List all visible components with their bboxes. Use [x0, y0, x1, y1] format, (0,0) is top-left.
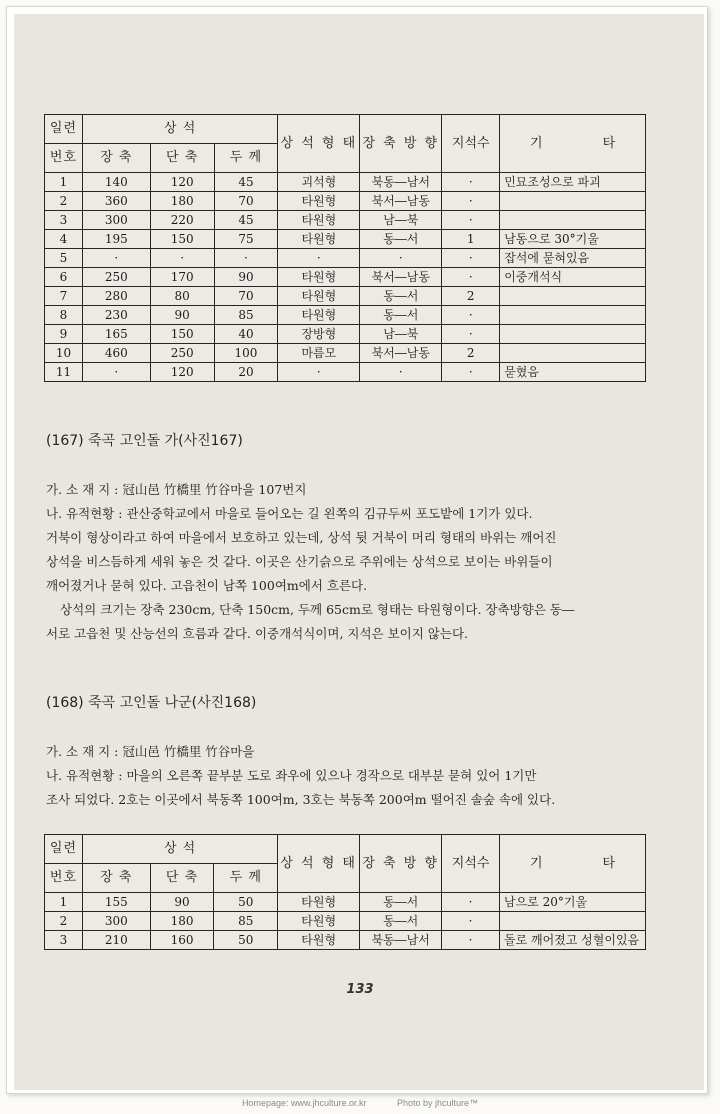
table-row: [45, 363, 646, 382]
cell-no: 11: [45, 363, 83, 382]
footer-photo-credit: Photo by jhculture™: [397, 1098, 479, 1108]
cell-supports: 1: [442, 230, 500, 249]
section-168-heading: (168) 죽곡 고인돌 나군(사진168): [46, 695, 257, 711]
page-number: 133: [346, 982, 374, 997]
cell-axis: 동―서: [360, 893, 442, 912]
cell-note: [500, 192, 646, 211]
cell-length: 300: [82, 211, 150, 230]
header-capstone: 상 석: [82, 835, 277, 864]
cell-width: ·: [150, 249, 214, 268]
cell-width: 80: [150, 287, 214, 306]
section-167-status-line: 깨어졌거나 묻혀 있다. 고읍천이 남쪽 100여m에서 흐른다.: [46, 578, 368, 593]
cell-thickness: ·: [214, 249, 278, 268]
header-shape: 상 석 형 태: [278, 115, 360, 173]
cell-shape: 마름모: [278, 344, 360, 363]
cell-axis: ·: [360, 363, 442, 382]
cell-thickness: 85: [214, 306, 278, 325]
cell-note: 돌로 깨어졌고 성혈이있음: [500, 931, 646, 950]
cell-thickness: 50: [214, 893, 278, 912]
cell-thickness: 70: [214, 192, 278, 211]
header-shape: 상 석 형 태: [278, 835, 360, 893]
header-serial-bottom: 번호: [45, 864, 83, 893]
header-other-char-1: 기: [529, 855, 543, 871]
cell-shape: 타원형: [278, 912, 360, 931]
cell-width: 250: [150, 344, 214, 363]
header-thickness: 두 께: [214, 864, 278, 893]
cell-supports: 2: [442, 344, 500, 363]
cell-axis: 동―서: [360, 230, 442, 249]
footer: [0, 1098, 720, 1108]
section-167-size-line: 서로 고읍천 및 산능선의 흐름과 같다. 이중개석식이며, 지석은 보이지 않는다.: [46, 626, 469, 641]
cell-no: 7: [45, 287, 83, 306]
table-row: [45, 344, 646, 363]
cell-shape: 타원형: [278, 306, 360, 325]
cell-axis: ·: [360, 249, 442, 268]
cell-thickness: 85: [214, 912, 278, 931]
cell-no: 9: [45, 325, 83, 344]
header-capstone: 상 석: [82, 115, 277, 144]
cell-no: 6: [45, 268, 83, 287]
header-supports: 지석수: [442, 115, 500, 173]
cell-width: 90: [150, 893, 214, 912]
table-row: [45, 249, 646, 268]
cell-axis: 북동―남서: [360, 931, 442, 950]
cell-supports: ·: [442, 211, 500, 230]
cell-shape: 타원형: [278, 211, 360, 230]
cell-length: ·: [82, 249, 150, 268]
cell-width: 120: [150, 173, 214, 192]
cell-shape: 타원형: [278, 268, 360, 287]
cell-length: 230: [82, 306, 150, 325]
cell-width: 150: [150, 230, 214, 249]
section-167-location: 가. 소 재 지 : 冠山邑 竹橋里 竹谷마을 107번지: [46, 482, 307, 497]
cell-axis: 북서―남동: [360, 192, 442, 211]
cell-width: 160: [150, 931, 214, 950]
cell-thickness: 50: [214, 931, 278, 950]
cell-supports: ·: [442, 192, 500, 211]
cell-shape: 장방형: [278, 325, 360, 344]
cell-length: 300: [82, 912, 150, 931]
cell-thickness: 90: [214, 268, 278, 287]
cell-no: 2: [45, 912, 83, 931]
cell-supports: ·: [442, 363, 500, 382]
section-167-status-line: 상석을 비스듬하게 세워 놓은 것 같다. 이곳은 산기슭으로 주위에는 상석으로 보이는 바위들이: [46, 554, 553, 569]
section-167-status-line: 나. 유적현황 : 관산중학교에서 마을로 들어오는 길 왼쪽의 김규두씨 포도밭에 1기가 있다.: [46, 506, 533, 521]
section-168-status-line: 나. 유적현황 : 마을의 오른쪽 끝부분 도로 좌우에 있으나 경작으로 대부분 묻혀 있어 1기만: [46, 768, 537, 783]
cell-supports: ·: [442, 249, 500, 268]
cell-no: 1: [45, 173, 83, 192]
header-length: 장 축: [82, 144, 150, 173]
cell-length: 165: [82, 325, 150, 344]
cell-length: ·: [82, 363, 150, 382]
header-other: [500, 835, 646, 893]
cell-axis: 동―서: [360, 306, 442, 325]
cell-supports: ·: [442, 268, 500, 287]
dolmen-table-2: [44, 834, 646, 950]
cell-axis: 북서―남동: [360, 344, 442, 363]
section-167-size-line: 상석의 크기는 장축 230cm, 단축 150cm, 두께 65cm로 형태는 타원형이다. 장축방향은 동―: [60, 602, 575, 617]
cell-shape: 괴석형: [278, 173, 360, 192]
header-other-char-2: 타: [602, 855, 616, 871]
cell-thickness: 45: [214, 211, 278, 230]
cell-axis: 남―북: [360, 325, 442, 344]
cell-note: 잡석에 묻혀있음: [500, 249, 646, 268]
table-row: [45, 230, 646, 249]
table-row: [45, 211, 646, 230]
cell-no: 8: [45, 306, 83, 325]
table-row: [45, 173, 646, 192]
cell-note: 민묘조성으로 파괴: [500, 173, 646, 192]
cell-supports: ·: [442, 173, 500, 192]
cell-axis: 북서―남동: [360, 268, 442, 287]
header-other: [500, 115, 646, 173]
cell-no: 2: [45, 192, 83, 211]
cell-supports: ·: [442, 325, 500, 344]
header-other-char-2: 타: [602, 135, 616, 151]
cell-shape: 타원형: [278, 192, 360, 211]
cell-thickness: 100: [214, 344, 278, 363]
cell-no: 4: [45, 230, 83, 249]
header-supports: 지석수: [442, 835, 500, 893]
cell-thickness: 75: [214, 230, 278, 249]
cell-width: 90: [150, 306, 214, 325]
table-row: [45, 192, 646, 211]
cell-shape: 타원형: [278, 230, 360, 249]
cell-width: 180: [150, 912, 214, 931]
cell-axis: 북동―남서: [360, 173, 442, 192]
cell-width: 180: [150, 192, 214, 211]
cell-length: 195: [82, 230, 150, 249]
cell-note: [500, 211, 646, 230]
cell-width: 170: [150, 268, 214, 287]
cell-no: 1: [45, 893, 83, 912]
table-row: [45, 893, 646, 912]
cell-thickness: 45: [214, 173, 278, 192]
cell-shape: 타원형: [278, 287, 360, 306]
section-168-location: 가. 소 재 지 : 冠山邑 竹橋里 竹谷마을: [46, 744, 255, 759]
cell-note: [500, 287, 646, 306]
cell-axis: 동―서: [360, 287, 442, 306]
table-row: [45, 306, 646, 325]
cell-supports: ·: [442, 893, 500, 912]
cell-note: 이중개석식: [500, 268, 646, 287]
table-row: [45, 268, 646, 287]
cell-width: 120: [150, 363, 214, 382]
table-row: [45, 912, 646, 931]
section-168-body: [46, 740, 650, 812]
cell-length: 360: [82, 192, 150, 211]
cell-note: [500, 912, 646, 931]
header-serial-bottom: 번호: [45, 144, 83, 173]
cell-length: 460: [82, 344, 150, 363]
cell-shape: 타원형: [278, 893, 360, 912]
header-width: 단 축: [150, 144, 214, 173]
header-other-char-1: 기: [530, 135, 543, 151]
cell-note: [500, 325, 646, 344]
dolmen-table-1: [44, 114, 646, 382]
header-length: 장 축: [82, 864, 150, 893]
cell-shape: ·: [278, 363, 360, 382]
header-axis: 장 축 방 향: [360, 835, 442, 893]
cell-no: 3: [45, 931, 83, 950]
cell-note: [500, 306, 646, 325]
cell-no: 10: [45, 344, 83, 363]
header-serial-top: 일련: [45, 835, 83, 864]
table-row: [45, 325, 646, 344]
cell-length: 155: [82, 893, 150, 912]
footer-homepage: Homepage: www.jhculture.or.kr: [241, 1098, 367, 1108]
cell-note: 남동으로 30°기울: [500, 230, 646, 249]
cell-shape: 타원형: [278, 931, 360, 950]
cell-shape: ·: [278, 249, 360, 268]
cell-supports: ·: [442, 306, 500, 325]
cell-note: 남으로 20°기울: [500, 893, 646, 912]
section-168-status-line: 조사 되었다. 2호는 이곳에서 북동쪽 100여m, 3호는 북동쪽 200여m 떨어진 솔숲 속에 있다.: [46, 792, 556, 807]
section-167-status-line: 거북이 형상이라고 하여 마을에서 보호하고 있는데, 상석 뒷 거북이 머리 형태의 바위는 깨어진: [46, 530, 557, 545]
cell-note: 묻혔음: [500, 363, 646, 382]
cell-no: 5: [45, 249, 83, 268]
header-axis: 장 축 방 향: [360, 115, 442, 173]
cell-length: 280: [82, 287, 150, 306]
cell-note: [500, 344, 646, 363]
section-167-body: [46, 478, 650, 646]
cell-thickness: 70: [214, 287, 278, 306]
cell-supports: 2: [442, 287, 500, 306]
table-row: [45, 931, 646, 950]
cell-axis: 남―북: [360, 211, 442, 230]
cell-supports: ·: [442, 931, 500, 950]
cell-width: 220: [150, 211, 214, 230]
header-width: 단 축: [150, 864, 214, 893]
cell-thickness: 40: [214, 325, 278, 344]
cell-width: 150: [150, 325, 214, 344]
cell-length: 140: [82, 173, 150, 192]
header-serial-top: 일련: [45, 115, 83, 144]
cell-no: 3: [45, 211, 83, 230]
header-thickness: 두 께: [214, 144, 278, 173]
cell-supports: ·: [442, 912, 500, 931]
cell-length: 210: [82, 931, 150, 950]
section-167-heading: (167) 죽곡 고인돌 가(사진167): [46, 433, 243, 449]
table-row: [45, 287, 646, 306]
cell-axis: 동―서: [360, 912, 442, 931]
cell-thickness: 20: [214, 363, 278, 382]
cell-length: 250: [82, 268, 150, 287]
